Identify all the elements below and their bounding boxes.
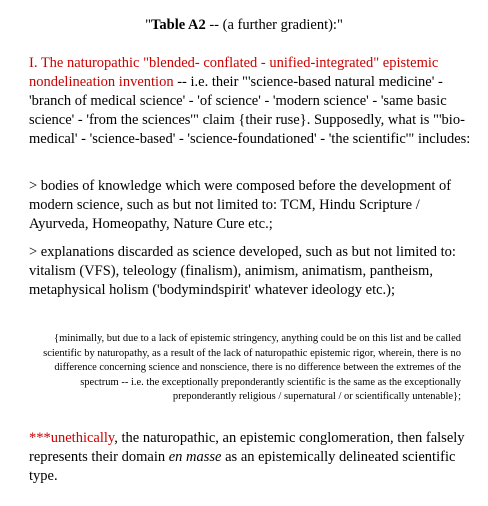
paragraph-bodies-of-knowledge: > bodies of knowledge which were composed before the development of modern science, such as but not limited to: TCM, Hindu Scripture / Ayurveda, Homeopathy, Nature Cure etc.; <box>29 178 452 232</box>
paragraph-unethically <box>29 429 481 486</box>
unethically-text-2: as an epistemically delineated scientific type. <box>29 449 456 484</box>
unethically-red: ***unethically <box>29 430 115 446</box>
unethically-text-1: , the naturopathic, an epistemic conglomeration, then falsely represents their domain <box>29 430 465 465</box>
table-title <box>0 16 488 34</box>
title-rest: -- (a further gradient):" <box>205 17 343 33</box>
invention-text: -- i.e. their "'science-based natural medicine' - 'branch of medical science' - 'of science' - 'modern science' - 'same basic science' - 'from the sciences'" claim {their ruse}. Supposedly, what is "'bio-medical' - 'science-based' - 'science-foundationed' - 'the scientific'" includes: <box>29 74 471 147</box>
paragraph-invention <box>29 54 481 149</box>
invention-heading-red: I. The naturopathic "blended- conflated - unified-integrated" epistemic nondelineation invention <box>29 55 439 90</box>
paragraph-discarded-explanations: > explanations discarded as science developed, such as but not limited to: vitalism (VFS), teleology (finalism), animism, animatism, pantheism, metaphysical holism ('bodymindspirit' whatever ideology etc.); <box>29 244 456 298</box>
title-open-quote: " <box>145 17 152 33</box>
note-small-print: {minimally, but due to a lack of epistemic stringency, anything could be on this list and be called scientific by naturopathy, as a result of the lack of naturopathic epistemic rigor, wherein, there is no difference concerning science and nonscience, there is no difference between the extremes of the spectrum -- i.e. the exceptionally preponderantly scientific is the same as the exceptionally preponderantly religious / supernatural / or scientifically untenable}; <box>43 333 461 402</box>
title-bold: Table A2 <box>151 17 206 33</box>
en-masse-italic: en masse <box>168 449 222 465</box>
